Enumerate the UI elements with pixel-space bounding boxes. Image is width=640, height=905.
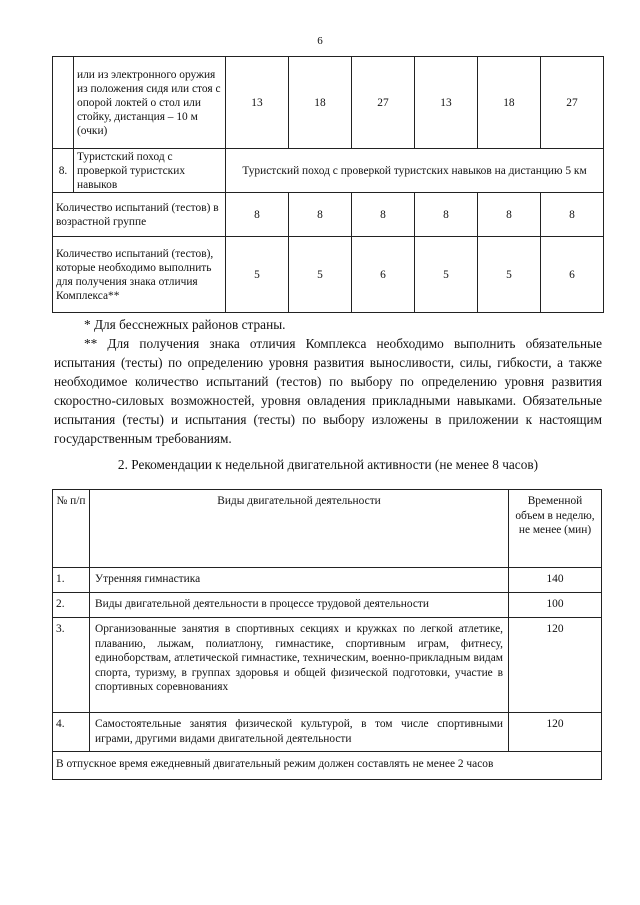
merged-cell: Туристский поход с проверкой туристских навыков на дистанцию 5 км xyxy=(226,149,604,193)
test-name: Количество испытаний (тестов), которые необходимо выполнить для получения знака отличия Комплекса** xyxy=(53,237,226,313)
table-cell: 8 xyxy=(540,193,603,237)
table-cell: 13 xyxy=(414,57,477,149)
minutes-value: 140 xyxy=(509,568,602,593)
table-cell: 5 xyxy=(477,237,540,313)
table-cell: 18 xyxy=(477,57,540,149)
table-row xyxy=(53,568,602,593)
page-number: 6 xyxy=(317,35,323,47)
test-name: или из электронного оружия из положения сидя или стоя с опорой локтей о стол или стойку, дистанция – 10 м (очки) xyxy=(74,57,226,149)
table-cell: 6 xyxy=(540,237,603,313)
footnotes xyxy=(54,315,602,448)
row-number: 1. xyxy=(53,568,90,593)
table-cell: 5 xyxy=(226,237,289,313)
table-row xyxy=(53,618,602,713)
activity-name: Организованные занятия в спортивных секциях и кружках по легкой атлетике, плаванию, лыжам, полиатлону, гимнастике, спортивным играм, фитнесу, единоборствам, атлетической гимнастике, техническим, военно-прикладным видам спорта, туризму, в группах здоровья и общей физической подготовки, участие в спортивных соревнованиях xyxy=(90,618,509,713)
table-footer-note: В отпускное время ежедневный двигательный режим должен составлять не менее 2 часов xyxy=(53,752,602,780)
row-number xyxy=(53,57,74,149)
row-number: 8. xyxy=(53,149,74,193)
table-cell: 27 xyxy=(351,57,414,149)
table-row xyxy=(53,193,604,237)
table-header-row xyxy=(53,490,602,568)
test-name: Туристский поход с проверкой туристских навыков xyxy=(74,149,226,193)
table-cell: 8 xyxy=(351,193,414,237)
activity-name: Утренняя гимнастика xyxy=(90,568,509,593)
row-number: 3. xyxy=(53,618,90,713)
header-activity: Виды двигательной деятельности xyxy=(90,490,509,568)
row-number: 2. xyxy=(53,593,90,618)
table-cell: 5 xyxy=(414,237,477,313)
table-row xyxy=(53,149,604,193)
minutes-value: 120 xyxy=(509,618,602,713)
minutes-value: 100 xyxy=(509,593,602,618)
table-cell: 8 xyxy=(414,193,477,237)
table-cell: 5 xyxy=(288,237,351,313)
table-footer-row xyxy=(53,752,602,780)
table-row xyxy=(53,713,602,752)
header-minutes: Временной объем в неделю, не менее (мин) xyxy=(509,490,602,568)
activity-name: Виды двигательной деятельности в процессе трудовой деятельности xyxy=(90,593,509,618)
header-number: № п/п xyxy=(53,490,90,568)
table-cell: 8 xyxy=(288,193,351,237)
activity-table xyxy=(52,489,602,780)
activity-name: Самостоятельные занятия физической культурой, в том числе спортивными играми, другими видами двигательной деятельности xyxy=(90,713,509,752)
table-cell: 8 xyxy=(477,193,540,237)
table-row xyxy=(53,593,602,618)
table-row xyxy=(53,237,604,313)
minutes-value: 120 xyxy=(509,713,602,752)
table-row xyxy=(53,57,604,149)
table-cell: 8 xyxy=(226,193,289,237)
row-number: 4. xyxy=(53,713,90,752)
table-cell: 6 xyxy=(351,237,414,313)
table-cell: 18 xyxy=(288,57,351,149)
footnote-1: * Для бесснежных районов страны. xyxy=(84,317,286,332)
table-cell: 27 xyxy=(540,57,603,149)
table-cell: 13 xyxy=(226,57,289,149)
section-heading: 2. Рекомендации к недельной двигательной активности (не менее 8 часов) xyxy=(117,457,539,472)
test-name: Количество испытаний (тестов) в возрастной группе xyxy=(53,193,226,237)
standards-table xyxy=(52,56,604,313)
footnote-2: ** Для получения знака отличия Комплекса необходимо выполнить обязательные испытания (тесты) по определению уровня развития выносливости, силы, гибкости, а также необходимое количество испытаний (тестов) по выбору по определению уровня развития скоростно-силовых возможностей, уровня овладения прикладными навыками. Обязательные испытания (тесты) и испытания (тесты) по выбору изложены в приложении к настоящим государственным требованиям. xyxy=(54,336,602,446)
